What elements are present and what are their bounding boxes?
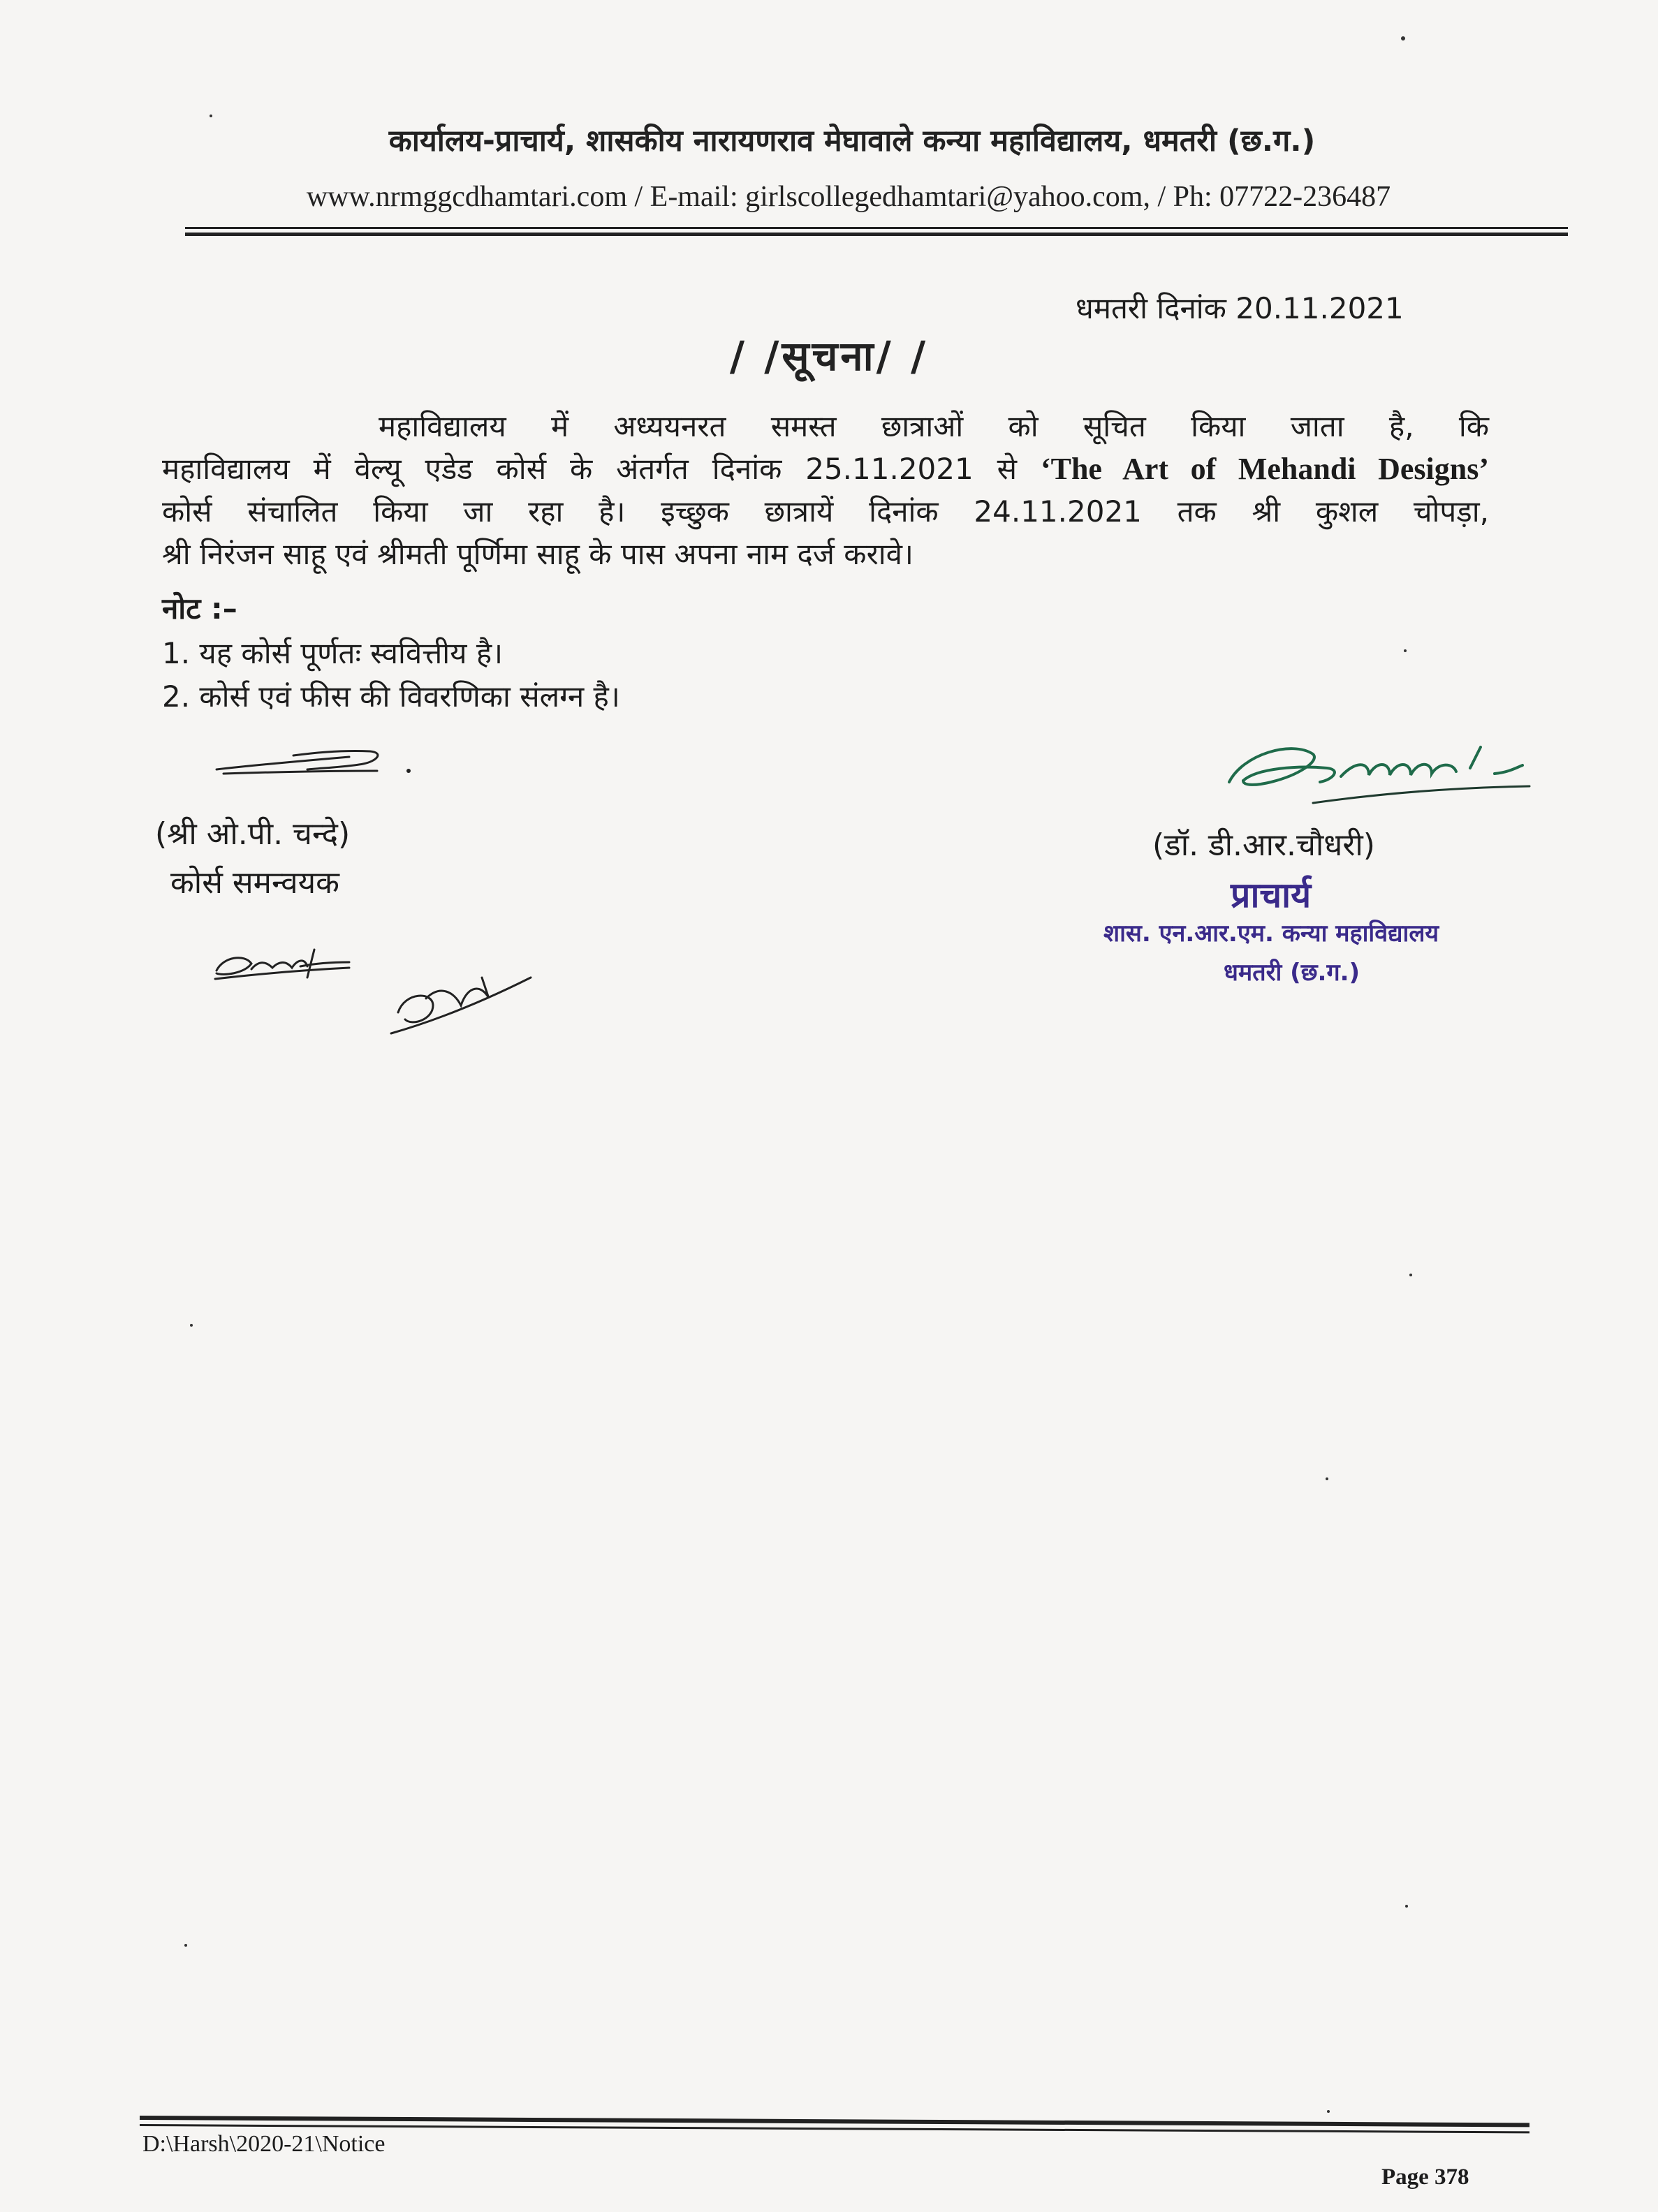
note-heading: नोट :–: [162, 591, 237, 626]
course-name: ‘The Art of Mehandi Designs’: [1040, 452, 1489, 486]
stamp-city-line: धमतरी (छ.ग.): [1224, 959, 1360, 987]
notice-date: धमतरी दिनांक 20.11.2021: [1076, 291, 1404, 325]
body-line-3: कोर्स संचालित किया जा रहा है। इच्छुक छात्रायें दिनांक 24.11.2021 तक श्री कुशल चोपड़ा,: [162, 494, 1489, 529]
initials-scribble-2: [384, 964, 538, 1040]
scan-speck: [190, 1324, 193, 1327]
initials-scribble-1: [210, 943, 363, 991]
principal-signature: [1215, 719, 1543, 817]
body-line-2-text: महाविद्यालय में वेल्यू एडेड कोर्स के अंतर्गत दिनांक 25.11.2021 से: [162, 452, 1018, 486]
scan-speck: [1327, 2110, 1330, 2113]
body-line-4: श्री निरंजन साहू एवं श्रीमती पूर्णिमा साहू के पास अपना नाम दर्ज करावे।: [162, 537, 914, 571]
footer-file-path: D:\Harsh\2020-21\Notice: [142, 2131, 386, 2157]
coordinator-role: कोर्स समन्वयक: [170, 865, 339, 901]
stamp-college-line: शास. एन.आर.एम. कन्या महाविद्यालय: [1103, 920, 1439, 948]
scan-speck: [1401, 36, 1405, 40]
note-item-1: 1. यह कोर्स पूर्णतः स्ववित्तीय है।: [162, 636, 504, 670]
principal-name: (डॉ. डी.आर.चौधरी): [1152, 827, 1375, 863]
notice-title: / /सूचना/ /: [729, 332, 929, 380]
header-rule-thin: [185, 227, 1568, 229]
body-line-2: [162, 448, 1489, 490]
scan-speck: [184, 1944, 187, 1947]
scan-speck: [1326, 1477, 1328, 1480]
note-item-2: 2. कोर्स एवं फीस की विवरणिका संलग्न है।: [162, 679, 620, 714]
notice-body: [162, 405, 1489, 575]
office-contact-line: www.nrmggcdhamtari.com / E-mail: girlscollegedhamtari@yahoo.com, / Ph: 07722-236487: [306, 181, 1391, 213]
body-line-1: महाविद्यालय में अध्ययनरत समस्त छात्राओं को सूचित किया जाता है, कि: [379, 409, 1489, 443]
header-rule-thick: [185, 233, 1568, 236]
scan-speck: [1404, 649, 1407, 652]
coordinator-signature: [210, 740, 419, 782]
coordinator-name: (श्री ओ.पी. चन्दे): [155, 816, 351, 852]
scan-speck: [1405, 1905, 1408, 1908]
scan-speck: [1409, 1274, 1412, 1276]
footer-page-number: Page 378: [1381, 2165, 1469, 2190]
office-header-title: कार्यालय-प्राचार्य, शासकीय नारायणराव मेघावाले कन्या महाविद्यालय, धमतरी (छ.ग.): [388, 124, 1316, 158]
stamp-title: प्राचार्य: [1231, 875, 1312, 915]
scan-speck: [210, 115, 212, 117]
